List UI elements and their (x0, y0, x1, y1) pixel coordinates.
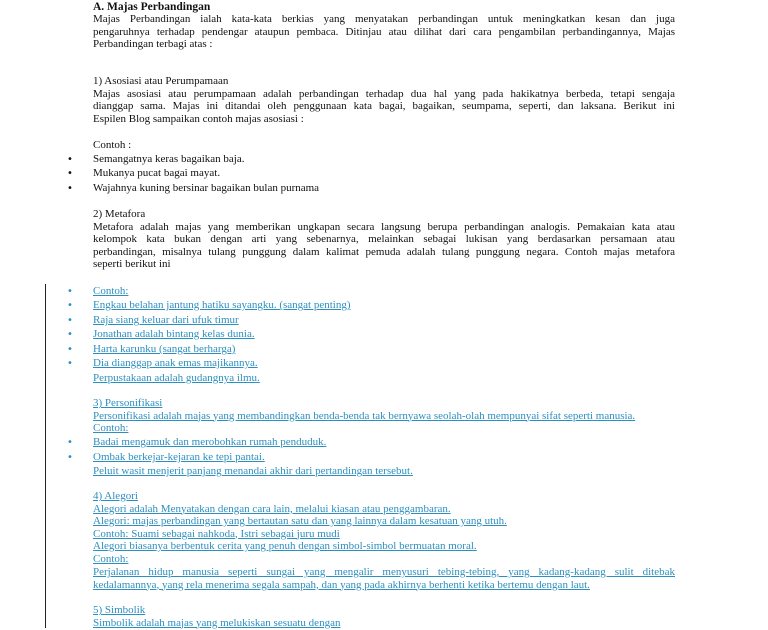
asosiasi-contoh-label: Contoh : (93, 139, 132, 151)
metafora-body-3: perbandingan, misalnya tulang punggung dalam kalimat pemuda adalah tulang punggung negara. Contoh majas metafora (93, 245, 675, 258)
asosiasi-body-1: Majas asosiasi atau perumpamaan adalah perbandingan terhadap dua hal yang pada hakikatnya berbeda, tetapi sengaja (93, 87, 675, 100)
alegori-heading: 4) Alegori (93, 490, 138, 502)
metafora-example-5: Harta karunku (sangat berharga) (93, 343, 236, 355)
metafora-body-2: kelompok kata bukan dengan arti yang sebenarnya, melainkan sebagai lukisan yang berdasarkan persamaan atau (93, 233, 675, 245)
bullet-icon (67, 451, 73, 465)
asosiasi-example-1: Semangatnya keras bagaikan baja. (93, 153, 245, 165)
bullet-icon (67, 285, 73, 299)
bullet-icon (67, 299, 73, 313)
bullet-icon (67, 314, 73, 328)
asosiasi-example-2: Mukanya pucat bagai mayat. (93, 167, 221, 179)
alegori-line-2: Alegori: majas perbandingan yang bertautan satu dan yang lainnya dalam kesatuan yang utuh. (93, 515, 507, 527)
metafora-example-1: Contoh: (93, 285, 129, 297)
personifikasi-contoh-label: Contoh: (93, 422, 129, 434)
bullet-icon (67, 328, 73, 342)
alegori-example-1: Perjalanan hidup manusia seperti sungai yang mengalir menyusuri tebing-tebing, yang kadang-kadang sulit ditebak (93, 566, 675, 578)
asosiasi-heading: 1) Asosiasi atau Perumpamaan (93, 75, 229, 87)
metafora-body-1: Metafora adalah majas yang memberikan ungkapan secara langsung berupa perbandingan analogis. Pemakaian kata atau (93, 220, 675, 233)
intro-line-1: Majas Perbandingan ialah kata-kata berkias yang menyatakan perbandingan untuk meningkatkan kesan dan juga (93, 13, 675, 25)
metafora-example-last: Perpustakaan adalah gudangnya ilmu. (93, 372, 260, 384)
personifikasi-example-1: Badai mengamuk dan merobohkan rumah penduduk. (93, 436, 327, 448)
bullet-icon (67, 436, 73, 450)
simbolik-body: Simbolik adalah majas yang melukiskan sesuatu dengan (93, 616, 341, 629)
bullet-icon (67, 182, 73, 196)
alegori-line-5: Contoh: (93, 552, 129, 565)
personifikasi-heading: 3) Personifikasi (93, 397, 163, 409)
alegori-line-4: Alegori biasanya berbentuk cerita yang penuh dengan simbol-simbol bermuatan moral. (93, 540, 477, 552)
metafora-body-4: seperti berikut ini (93, 258, 171, 270)
metafora-example-3: Raja siang keluar dari ufuk timur (93, 314, 239, 326)
bullet-icon (67, 343, 73, 357)
alegori-line-3: Contoh: Suami sebagai nahkoda, Istri sebagai juru mudi (93, 527, 340, 540)
asosiasi-body-2: dianggap sama. Majas ini ditandai oleh penggunaan kata bagai, bagaikan, seumpama, seperti, dan laksana. Berikut ini (93, 100, 675, 112)
intro-line-3: Perbandingan terbagi atas : (93, 38, 213, 50)
simbolik-heading: 5) Simbolik (93, 604, 146, 616)
alegori-line-1: Alegori adalah Menyatakan dengan cara lain, melalui kiasan atau penggambaran. (93, 502, 451, 515)
personifikasi-body: Personifikasi adalah majas yang membandingkan benda-benda tak bernyawa seolah-olah mempunyai sifat seperti manusia. (93, 409, 636, 422)
bullet-icon (67, 153, 73, 167)
intro-line-2: pengaruhnya terhadap pendengar ataupun pembaca. Ditinjau atau dilihat dari cara pengambilan perbandingannya, Majas (93, 25, 675, 38)
metafora-example-4: Jonathan adalah bintang kelas dunia. (93, 328, 255, 340)
asosiasi-body-3: Espilen Blog sampaikan contoh majas asosiasi : (93, 112, 304, 125)
bullet-icon (67, 357, 73, 371)
asosiasi-example-3: Wajahnya kuning bersinar bagaikan bulan purnama (93, 182, 320, 194)
section-title: A. Majas Perbandingan (93, 1, 211, 13)
metafora-heading: 2) Metafora (93, 208, 146, 220)
alegori-example-2: kedalamannya, yang rela menerima segala sampah, dan yang pada akhirnya berhenti ketika bertemu dengan laut. (93, 578, 590, 591)
personifikasi-example-2: Ombak berkejar-kejaran ke tepi pantai. (93, 451, 265, 463)
metafora-example-6: Dia dianggap anak emas majikannya. (93, 357, 258, 369)
personifikasi-example-last: Peluit wasit menjerit panjang menandai akhir dari pertandingan tersebut. (93, 465, 413, 477)
change-bar (45, 284, 46, 628)
metafora-example-2: Engkau belahan jantung hatiku sayangku. (sangat penting) (93, 299, 351, 311)
bullet-icon (67, 167, 73, 181)
